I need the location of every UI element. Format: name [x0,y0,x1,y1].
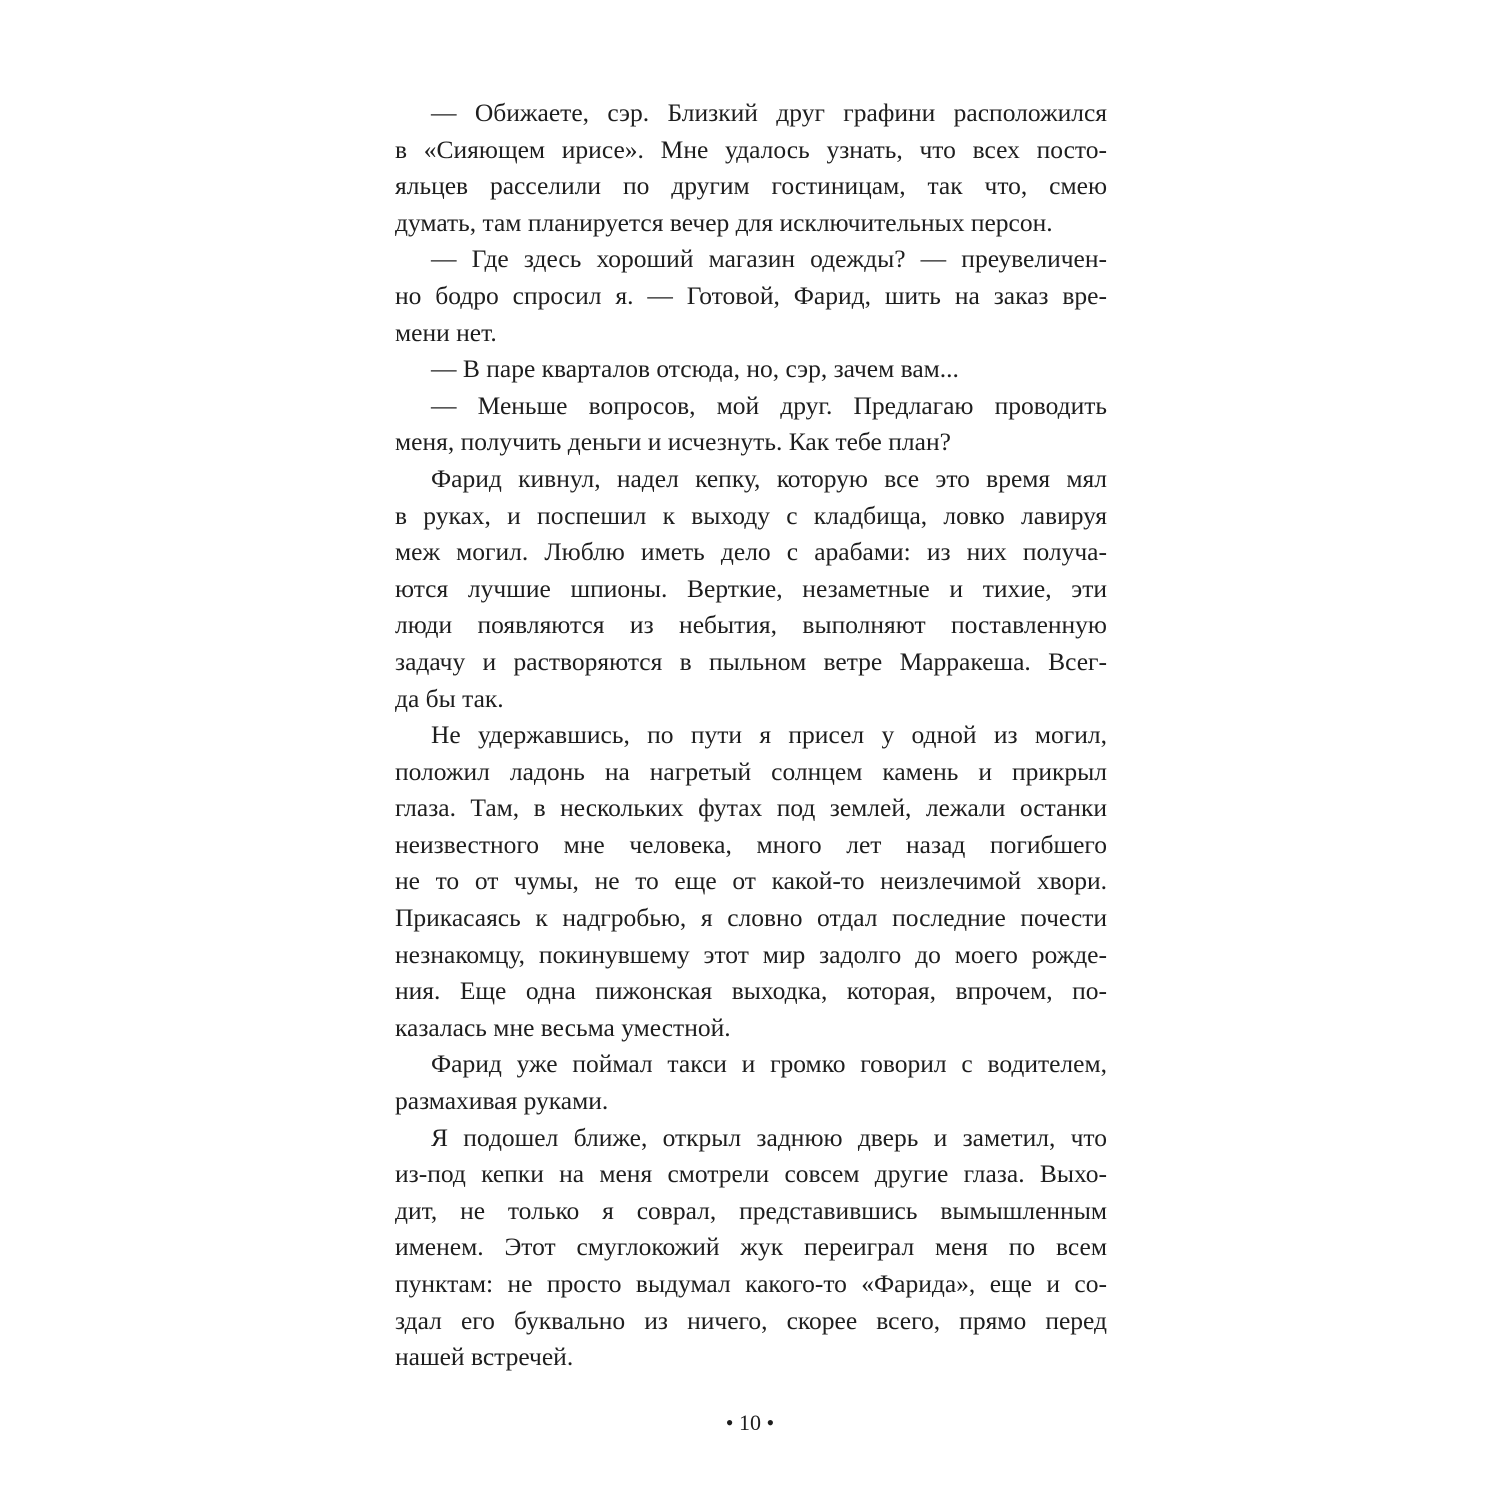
text-line: из-под кепки на меня смотрели совсем другие глаза. Выхо- [395,1159,1107,1189]
text-line: ются лучшие шпионы. Верткие, незаметные и тихие, эти [395,573,1107,603]
page-number: • 10 • [725,1410,775,1435]
text-line: задачу и растворяются в пыльном ветре Марракеша. Всег- [395,646,1107,676]
text-line: глаза. Там, в нескольких футах под землей, лежали останки [395,793,1107,823]
text-line: люди появляются из небытия, выполняют поставленную [395,610,1107,640]
text-line: — В паре кварталов отсюда, но, сэр, зачем вам... [431,354,959,384]
text-line: меж могил. Люблю иметь дело с арабами: из них получа- [395,537,1107,567]
text-line: — Где здесь хороший магазин одежды? — преувеличен- [431,244,1107,274]
text-line: пунктам: не просто выдумал какого-то «Фарида», еще и со- [395,1269,1107,1298]
text-line: размахивая руками. [395,1086,609,1116]
text-line: неизвестного мне человека, много лет назад погибшего [395,829,1107,859]
text-line: яльцев расселили по другим гостиницам, так что, смею [395,171,1107,201]
text-line: — Меньше вопросов, мой друг. Предлагаю проводить [431,390,1107,420]
text-line: Прикасаясь к надгробью, я словно отдал последние почести [395,903,1107,933]
text-line: да бы так. [395,683,504,713]
text-line: Я подошел ближе, открыл заднюю дверь и заметил, что [431,1122,1107,1152]
text-line: здал его буквально из ничего, скорее всего, прямо перед [395,1305,1107,1335]
text-line: именем. Этот смуглокожий жук переиграл меня по всем [395,1232,1107,1262]
text-line: Не удержавшись, по пути я присел у одной из могил, [431,720,1107,750]
text-line: нашей встречей. [395,1342,574,1372]
text-line: ния. Еще одна пижонская выходка, которая, впрочем, по- [395,976,1107,1006]
text-line: незнакомцу, покинувшему этот мир задолго до моего рожде- [395,939,1107,969]
text-line: не то от чумы, не то еще от какой-то неизлечимой хвори. [395,866,1107,896]
text-line: Фарид уже поймал такси и громко говорил с водителем, [431,1049,1107,1079]
text-line: казалась мне весьма уместной. [395,1012,731,1042]
text-line: в руках, и поспешил к выходу с кладбища, ловко лавируя [395,500,1107,530]
page-body-text [395,95,1107,1376]
text-line: думать, там планируется вечер для исключительных персон. [395,207,1053,237]
text-line: — Обижаете, сэр. Близкий друг графини расположился [431,98,1107,127]
text-line: в «Сияющем ирисе». Мне удалось узнать, что всех посто- [395,134,1107,164]
text-line: Фарид кивнул, надел кепку, которую все это время мял [431,463,1107,493]
text-line: дит, не только я соврал, представившись вымышленным [395,1195,1107,1225]
text-line: положил ладонь на нагретый солнцем камень и прикрыл [395,756,1107,786]
text-line: мени нет. [395,317,497,347]
text-line: меня, получить деньги и исчезнуть. Как тебе план? [395,427,951,457]
text-line: но бодро спросил я. — Готовой, Фарид, шить на заказ вре- [395,280,1107,310]
